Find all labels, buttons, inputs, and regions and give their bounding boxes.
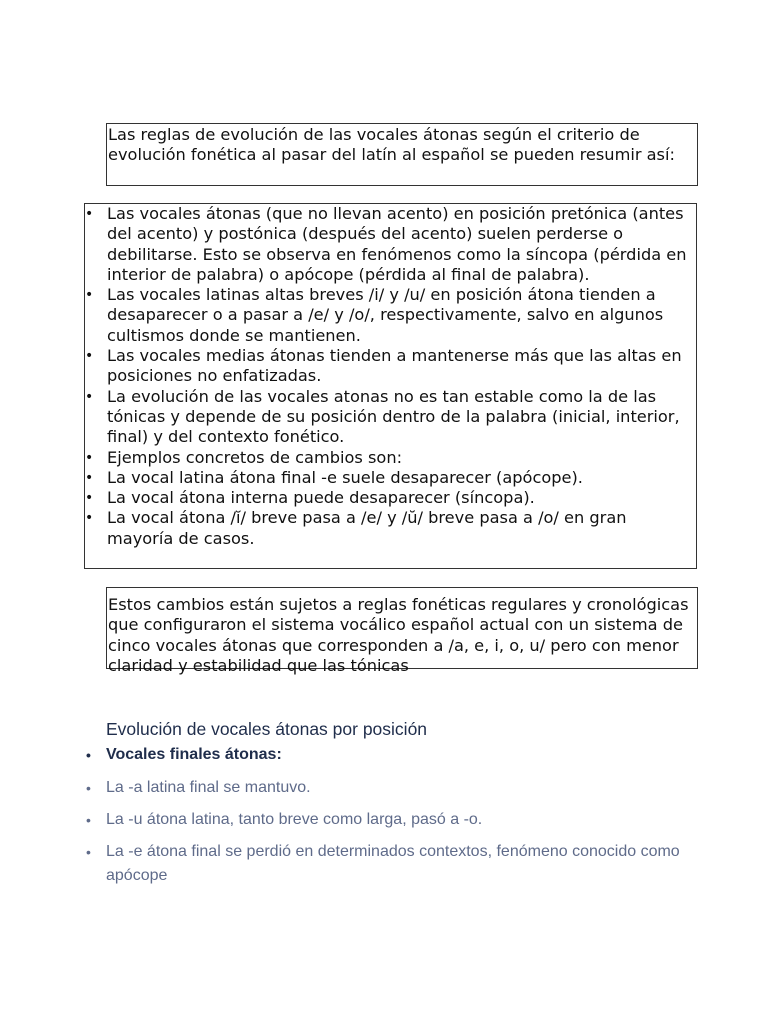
bullet-icon: • <box>86 844 91 860</box>
bullet-icon: • <box>86 780 91 796</box>
rule-text: Las vocales átonas (que no llevan acento) en posición pretónica (antes del acento) y postónica (después del acento) suelen perderse o debilitarse. Esto se observa en fenómenos como la síncopa (pérdida en interior de palabra) o apócope (pérdida al final de palabra). <box>107 204 687 284</box>
list-item <box>84 840 704 888</box>
list-item-text: La -e átona final se perdió en determinados contextos, fenómeno conocido como apócope <box>106 843 680 884</box>
rule-text: La vocal latina átona final -e suele desaparecer (apócope). <box>107 467 583 487</box>
intro-box <box>106 123 698 186</box>
rules-box <box>84 203 697 569</box>
rule-text: La vocal átona /ĭ/ breve pasa a /e/ y /ŭ/ breve pasa a /o/ en gran mayoría de casos. <box>107 508 627 548</box>
rule-item <box>85 346 696 387</box>
list-item <box>84 776 704 800</box>
closing-box <box>106 587 698 675</box>
bullet-icon: • <box>86 812 91 828</box>
list-heading <box>84 743 704 767</box>
section-title: Evolución de vocales átonas por posición <box>106 719 428 739</box>
rule-text: Ejemplos concretos de cambios son: <box>107 447 403 467</box>
final-vowels-list <box>84 743 704 896</box>
rule-text: La evolución de las vocales atonas no es tan estable como la de las tónicas y depende de su posición dentro de la palabra (inicial, interior, final) y del contexto fonético. <box>107 386 680 447</box>
rule-item <box>85 448 696 468</box>
bullet-icon: • <box>85 388 94 405</box>
bullet-icon: • <box>85 490 94 507</box>
rule-item <box>85 468 696 488</box>
bullet-icon: • <box>85 449 94 466</box>
bullet-icon: • <box>85 206 94 222</box>
bullet-icon: • <box>85 287 94 304</box>
bullet-icon: • <box>85 510 94 527</box>
rules-list <box>85 204 696 549</box>
rule-text: Las vocales medias átonas tienden a mantenerse más que las altas en posiciones no enfatizadas. <box>107 346 682 386</box>
list-item <box>84 808 704 832</box>
intro-text: Las reglas de evolución de las vocales átonas según el criterio de evolución fonética al pasar del latín al español se pueden resumir así: <box>108 125 675 165</box>
rule-item <box>85 387 696 448</box>
list-item-text: La -a latina final se mantuvo. <box>106 779 311 796</box>
list-heading-text: Vocales finales átonas: <box>106 746 282 763</box>
bullet-icon: • <box>85 348 94 365</box>
rule-text: La vocal átona interna puede desaparecer (síncopa). <box>107 488 535 508</box>
rule-item <box>85 285 696 346</box>
list-item-text: La -u átona latina, tanto breve como larga, pasó a -o. <box>106 811 483 828</box>
closing-text: Estos cambios están sujetos a reglas fonéticas regulares y cronológicas que configuraron el sistema vocálico español actual con un sistema de cinco vocales átonas que corresponden a /a, e, i, o, u/ pero con menor claridad y estabilidad que las tónicas <box>108 595 689 675</box>
rule-item <box>85 204 696 285</box>
rule-text: Las vocales latinas altas breves /i/ y /u/ en posición átona tienden a desaparecer o a pasar a /e/ y /o/, respectivamente, salvo en algunos cultismos donde se mantienen. <box>107 285 664 345</box>
rule-item <box>85 508 696 549</box>
bullet-icon: • <box>85 469 94 486</box>
rule-item <box>85 488 696 508</box>
bullet-icon: • <box>86 747 91 763</box>
